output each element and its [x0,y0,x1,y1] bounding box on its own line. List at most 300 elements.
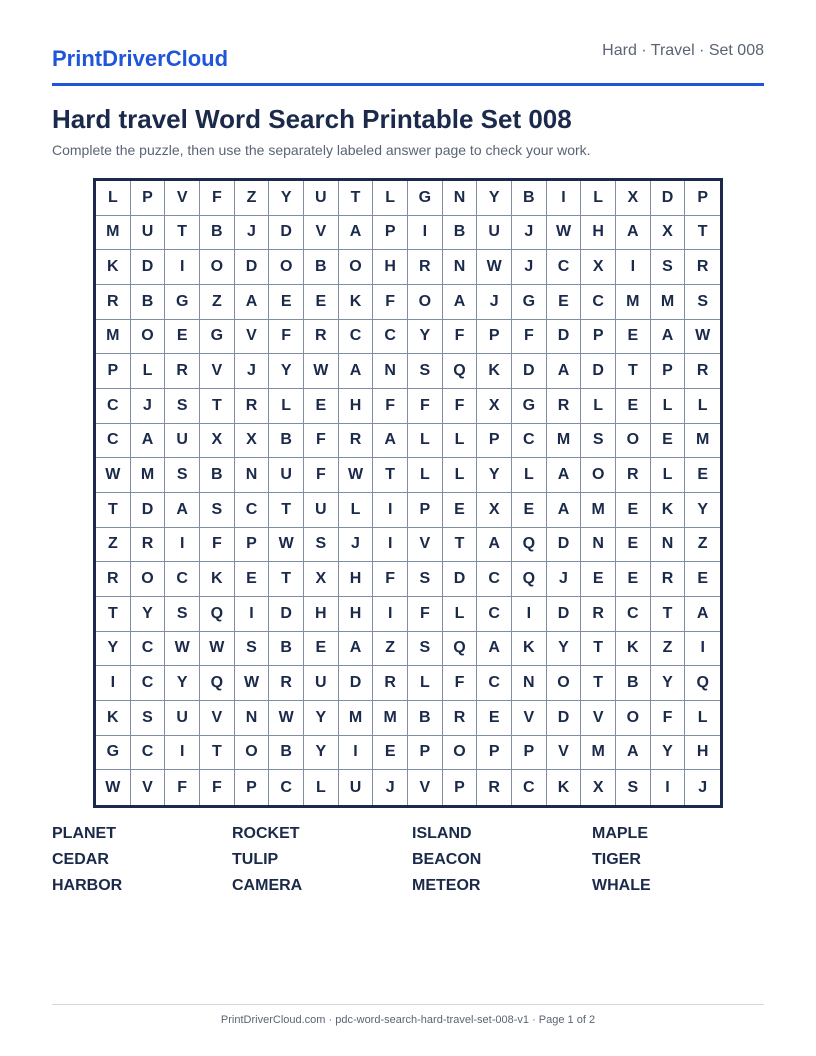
grid-cell: J [547,562,582,597]
grid-cell: C [547,250,582,285]
grid-cell: T [269,562,304,597]
grid-cell: W [269,701,304,736]
grid-cell: T [616,354,651,389]
grid-cell: N [443,181,478,216]
grid-cell: L [651,458,686,493]
grid-cell: L [131,354,166,389]
grid-cell: L [685,389,720,424]
grid-cell: N [235,458,270,493]
grid-cell: T [581,666,616,701]
grid-cell: D [131,250,166,285]
header-divider [52,83,764,86]
grid-cell: N [581,528,616,563]
grid-cell: L [408,666,443,701]
grid-cell: T [373,458,408,493]
brand-logo-text[interactable]: PrintDriverCloud [52,46,229,71]
grid-cell: W [235,666,270,701]
grid-cell: F [373,389,408,424]
grid-cell: R [581,597,616,632]
grid-cell: L [651,389,686,424]
grid-cell: V [304,216,339,251]
grid-cell: Y [304,736,339,771]
grid-cell: O [616,701,651,736]
grid-cell: X [304,562,339,597]
grid-cell: S [165,389,200,424]
grid-cell: W [547,216,582,251]
grid-cell: H [339,389,374,424]
grid-cell: G [512,285,547,320]
grid-cell: H [339,562,374,597]
grid-cell: E [304,285,339,320]
page-subtitle: Complete the puzzle, then use the separately labeled answer page to check your work. [52,142,591,158]
page-footer: PrintDriverCloud.com · pdc-word-search-hard-travel-set-008-v1 · Page 1 of 2 [220,1014,596,1026]
grid-cell: B [269,424,304,459]
word-search-grid [93,178,723,808]
grid-cell: R [96,285,131,320]
grid-cell: P [235,770,270,805]
grid-cell: W [96,770,131,805]
grid-cell: N [651,528,686,563]
grid-cell: F [200,528,235,563]
grid-cell: E [304,389,339,424]
grid-cell: I [512,597,547,632]
grid-cell: C [165,562,200,597]
grid-cell: S [165,458,200,493]
word-list [52,824,772,896]
grid-cell: L [443,458,478,493]
word-list-item: METEOR [412,877,481,894]
grid-cell: B [269,632,304,667]
grid-cell: U [477,216,512,251]
grid-cell: S [165,597,200,632]
grid-cell: F [408,597,443,632]
grid-cell: F [443,320,478,355]
grid-cell: Y [547,632,582,667]
grid-cell: K [547,770,582,805]
grid-cell: B [443,216,478,251]
grid-cell: Y [165,666,200,701]
grid-cell: F [200,770,235,805]
grid-cell: O [131,320,166,355]
grid-cell: Q [443,632,478,667]
word-list-item: MAPLE [592,825,648,842]
grid-cell: E [443,493,478,528]
grid-cell: K [616,632,651,667]
grid-cell: B [200,458,235,493]
grid-cell: F [443,389,478,424]
grid-cell: U [165,701,200,736]
grid-cell: W [96,458,131,493]
grid-cell: A [339,216,374,251]
grid-cell: Q [200,666,235,701]
word-list-item: TIGER [592,851,641,868]
grid-cell: P [443,770,478,805]
grid-cell: S [616,770,651,805]
grid-cell: O [408,285,443,320]
grid-cell: E [581,562,616,597]
grid-cell: I [165,250,200,285]
breadcrumb: Hard · Travel · Set 008 [602,42,764,59]
grid-cell: E [304,632,339,667]
grid-cell: A [547,458,582,493]
grid-cell: J [512,250,547,285]
grid-cell: A [339,354,374,389]
grid-cell: K [96,701,131,736]
grid-cell: Y [651,666,686,701]
grid-cell: C [269,770,304,805]
grid-cell: W [200,632,235,667]
grid-cell: C [235,493,270,528]
grid-cell: A [477,528,512,563]
grid-cell: Y [408,320,443,355]
grid-cell: Z [235,181,270,216]
grid-cell: J [235,354,270,389]
grid-cell: F [443,666,478,701]
grid-cell: L [581,181,616,216]
grid-cell: O [547,666,582,701]
grid-cell: U [304,666,339,701]
grid-cell: M [685,424,720,459]
grid-cell: R [651,562,686,597]
grid-cell: I [96,666,131,701]
word-list-item: ISLAND [412,825,472,842]
grid-cell: T [96,493,131,528]
grid-cell: D [269,597,304,632]
grid-cell: P [581,320,616,355]
grid-cell: D [547,528,582,563]
grid-cell: E [373,736,408,771]
grid-cell: Z [200,285,235,320]
grid-cell: X [651,216,686,251]
grid-cell: M [96,320,131,355]
grid-cell: V [200,354,235,389]
word-list-item: WHALE [592,877,651,894]
grid-cell: D [547,320,582,355]
grid-cell: L [373,181,408,216]
grid-cell: A [235,285,270,320]
page-title: Hard travel Word Search Printable Set 008 [52,104,572,134]
grid-cell: K [512,632,547,667]
grid-cell: L [304,770,339,805]
grid-cell: S [651,250,686,285]
grid-cell: B [616,666,651,701]
grid-cell: W [685,320,720,355]
grid-cell: O [235,736,270,771]
grid-cell: U [304,493,339,528]
grid-cell: Q [512,562,547,597]
grid-cell: X [235,424,270,459]
grid-cell: R [477,770,512,805]
grid-cell: C [616,597,651,632]
word-list-item: ROCKET [232,825,300,842]
grid-cell: C [477,562,512,597]
grid-cell: S [304,528,339,563]
grid-cell: C [477,666,512,701]
grid-cell: G [165,285,200,320]
grid-cell: I [235,597,270,632]
grid-cell: S [408,632,443,667]
grid-cell: I [651,770,686,805]
grid-cell: D [131,493,166,528]
grid-cell: O [616,424,651,459]
grid-cell: P [131,181,166,216]
grid-cell: C [339,320,374,355]
grid-cell: J [373,770,408,805]
grid-cell: T [339,181,374,216]
grid-cell: V [581,701,616,736]
grid-cell: J [131,389,166,424]
grid-cell: C [96,389,131,424]
grid-cell: P [408,736,443,771]
grid-cell: W [304,354,339,389]
grid-cell: A [651,320,686,355]
grid-cell: F [408,389,443,424]
grid-cell: I [165,736,200,771]
grid-cell: Y [269,354,304,389]
grid-cell: K [477,354,512,389]
grid-cell: Z [685,528,720,563]
grid-cell: B [269,736,304,771]
grid-cell: N [443,250,478,285]
grid-cell: Q [443,354,478,389]
grid-cell: W [165,632,200,667]
grid-cell: Y [685,493,720,528]
page-header [52,40,764,86]
grid-cell: P [477,736,512,771]
grid-cell: L [339,493,374,528]
word-list-item: PLANET [52,825,116,842]
grid-cell: V [165,181,200,216]
grid-cell: C [373,320,408,355]
grid-cell: A [616,736,651,771]
grid-cell: M [616,285,651,320]
grid-cell: O [200,250,235,285]
grid-cell: R [339,424,374,459]
grid-cell: V [408,528,443,563]
grid-cell: S [581,424,616,459]
grid-cell: E [165,320,200,355]
grid-cell: S [408,562,443,597]
grid-cell: Y [651,736,686,771]
grid-cell: F [165,770,200,805]
grid-cell: P [651,354,686,389]
grid-cell: I [373,597,408,632]
grid-cell: S [131,701,166,736]
grid-cell: I [547,181,582,216]
grid-cell: A [685,597,720,632]
grid-cell: R [616,458,651,493]
grid-cell: D [269,216,304,251]
grid-cell: P [477,320,512,355]
grid-cell: R [131,528,166,563]
grid-cell: L [408,458,443,493]
grid-cell: E [685,562,720,597]
grid-cell: T [200,736,235,771]
grid-cell: E [547,285,582,320]
grid-cell: Y [304,701,339,736]
grid-cell: X [477,493,512,528]
grid-cell: T [685,216,720,251]
grid-cell: O [443,736,478,771]
grid-cell: S [235,632,270,667]
grid-cell: A [477,632,512,667]
grid-cell: B [512,181,547,216]
grid-cell: H [685,736,720,771]
grid-cell: R [443,701,478,736]
grid-cell: F [373,562,408,597]
grid-cell: C [96,424,131,459]
grid-cell: R [408,250,443,285]
grid-cell: I [373,528,408,563]
word-list-item: TULIP [232,851,279,868]
grid-cell: U [269,458,304,493]
grid-cell: R [373,666,408,701]
grid-cell: C [581,285,616,320]
grid-cell: M [651,285,686,320]
grid-cell: V [200,701,235,736]
grid-cell: U [165,424,200,459]
grid-cell: E [685,458,720,493]
grid-cell: C [512,770,547,805]
grid-cell: T [96,597,131,632]
grid-cell: S [408,354,443,389]
grid-cell: A [547,493,582,528]
grid-cell: V [512,701,547,736]
grid-cell: G [200,320,235,355]
grid-cell: U [131,216,166,251]
grid-cell: X [477,389,512,424]
grid-cell: B [200,216,235,251]
grid-cell: H [581,216,616,251]
grid-cell: R [165,354,200,389]
grid-cell: L [685,701,720,736]
footer-divider [52,1004,764,1005]
grid-cell: E [616,493,651,528]
grid-cell: R [269,666,304,701]
grid-cell: Z [96,528,131,563]
grid-cell: H [339,597,374,632]
grid-cell: P [477,424,512,459]
grid-cell: Y [477,181,512,216]
grid-cell: E [235,562,270,597]
grid-cell: L [408,424,443,459]
grid-cell: R [304,320,339,355]
grid-cell: M [131,458,166,493]
grid-cell: R [685,354,720,389]
grid-cell: C [477,597,512,632]
grid-cell: B [131,285,166,320]
grid-cell: J [512,216,547,251]
grid-cell: O [269,250,304,285]
grid-cell: Y [269,181,304,216]
grid-cell: M [581,493,616,528]
grid-cell: T [200,389,235,424]
grid-cell: F [269,320,304,355]
grid-cell: C [512,424,547,459]
grid-cell: G [512,389,547,424]
grid-cell: X [581,250,616,285]
grid-cell: D [581,354,616,389]
grid-cell: M [373,701,408,736]
word-list-item: HARBOR [52,877,123,894]
grid-cell: I [373,493,408,528]
grid-cell: L [443,424,478,459]
grid-cell: Q [512,528,547,563]
grid-cell: I [616,250,651,285]
grid-cell: A [547,354,582,389]
grid-cell: V [235,320,270,355]
grid-cell: L [512,458,547,493]
grid-cell: N [512,666,547,701]
grid-cell: I [339,736,374,771]
grid-cell: P [235,528,270,563]
grid-cell: Y [477,458,512,493]
grid-cell: A [165,493,200,528]
grid-cell: I [408,216,443,251]
grid-cell: E [477,701,512,736]
grid-cell: O [339,250,374,285]
grid-cell: M [581,736,616,771]
grid-cell: Y [131,597,166,632]
grid-cell: T [651,597,686,632]
grid-cell: Z [373,632,408,667]
grid-cell: F [304,458,339,493]
grid-cell: X [581,770,616,805]
grid-cell: C [131,666,166,701]
grid-cell: S [200,493,235,528]
grid-cell: J [698,778,708,796]
grid-cell: O [581,458,616,493]
grid-cell: F [651,701,686,736]
grid-cell: A [131,424,166,459]
grid-cell: C [131,632,166,667]
grid-cell: A [339,632,374,667]
grid-cell: W [339,458,374,493]
grid-cell: B [304,250,339,285]
word-list-item: CAMERA [232,877,303,894]
grid-cell: K [96,250,131,285]
grid-cell: J [477,285,512,320]
grid-cell: H [373,250,408,285]
grid-cell: Q [685,666,720,701]
grid-cell: P [373,216,408,251]
grid-cell: E [616,320,651,355]
grid-cell: W [269,528,304,563]
grid-cell: H [304,597,339,632]
grid-cell: F [373,285,408,320]
grid-cell: P [512,736,547,771]
grid-cell: R [96,562,131,597]
grid-cell: T [269,493,304,528]
grid-cell: K [651,493,686,528]
grid-cell: F [512,320,547,355]
grid-cell: L [96,181,131,216]
grid-cell: Y [96,632,131,667]
grid-cell: D [547,597,582,632]
grid-cell: V [408,770,443,805]
grid-cell: M [96,216,131,251]
grid-cell: R [547,389,582,424]
grid-cell: L [443,597,478,632]
grid-cell: W [477,250,512,285]
grid-cell: F [304,424,339,459]
word-list-item: CEDAR [52,851,109,868]
grid-cell: Z [651,632,686,667]
grid-cell: D [512,354,547,389]
grid-cell: D [651,181,686,216]
grid-cell: R [235,389,270,424]
grid-cell: V [547,736,582,771]
